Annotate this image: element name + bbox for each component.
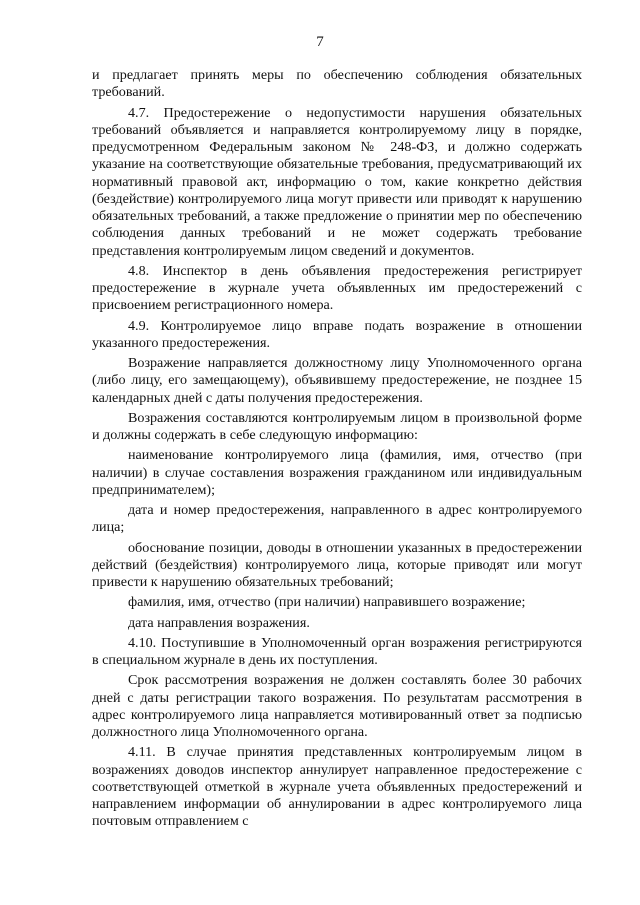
paragraph: Срок рассмотрения возражения не должен составлять более 30 рабочих дней с даты регистрации такого возражения. По результатам рассмотрения в адрес контролируемого лица направляется мотивированный ответ за подписью должностного лица Уполномоченного органа. — [92, 672, 582, 740]
paragraph: дата направления возражения. — [128, 614, 310, 631]
paragraph: фамилия, имя, отчество (при наличии) направившего возражение; — [128, 594, 526, 611]
paragraph: наименование контролируемого лица (фамилия, имя, отчество (при наличии) в случае составления возражения гражданином или индивидуальным предпринимателем); — [92, 447, 582, 498]
paragraph: 4.9. Контролируемое лицо вправе подать возражение в отношении указанного предостережения. — [92, 317, 582, 351]
paragraph: обоснование позиции, доводы в отношении указанных в предостережении действий (бездействия) контролируемого лица, которые приводят или могут привести к нарушению обязательных требований; — [92, 539, 582, 590]
paragraph: Возражения составляются контролируемым лицом в произвольной форме и должны содержать в себе следующую информацию: — [92, 409, 582, 443]
paragraph: Возражение направляется должностному лицу Уполномоченного органа (либо лицу, его замещающему), объявившему предостережение, не позднее 15 календарных дней с даты получения предостережения. — [92, 355, 582, 406]
document-body — [92, 67, 582, 834]
paragraph: и предлагает принять меры по обеспечению соблюдения обязательных требований. — [92, 67, 582, 101]
page-number: 7 — [316, 34, 324, 50]
paragraph: 4.11. В случае принятия представленных контролируемым лицом в возражениях доводов инспектор аннулирует направленное предостережение с соответствующей отметкой в журнале учета объявленных предостережений и направлением информации об аннулировании в адрес контролируемого лица почтовым отправлением с — [92, 744, 582, 830]
paragraph: 4.8. Инспектор в день объявления предостережения регистрирует предостережение в журнале учета объявленных им предостережений с присвоением регистрационного номера. — [92, 262, 582, 314]
paragraph: 4.10. Поступившие в Уполномоченный орган возражения регистрируются в специальном журнале в день их поступления. — [92, 634, 582, 668]
paragraph: дата и номер предостережения, направленного в адрес контролируемого лица; — [92, 502, 582, 536]
paragraph: 4.7. Предостережение о недопустимости нарушения обязательных требований объявляется и направляется контролируемому лицу в порядке, предусмотренном Федеральным законом № 248-ФЗ, и должно содержать указание на соответствующие обязательные требования, предусматривающий их нормативный правовой акт, информацию о том, какие конкретно действия (бездействие) контролируемого лица могут привести или приводят к нарушению обязательных требований, а также предложение о принятии мер по обеспечению соблюдения данных требований и не может содержать требование представления контролируемым лицом сведений и документов. — [92, 104, 582, 259]
